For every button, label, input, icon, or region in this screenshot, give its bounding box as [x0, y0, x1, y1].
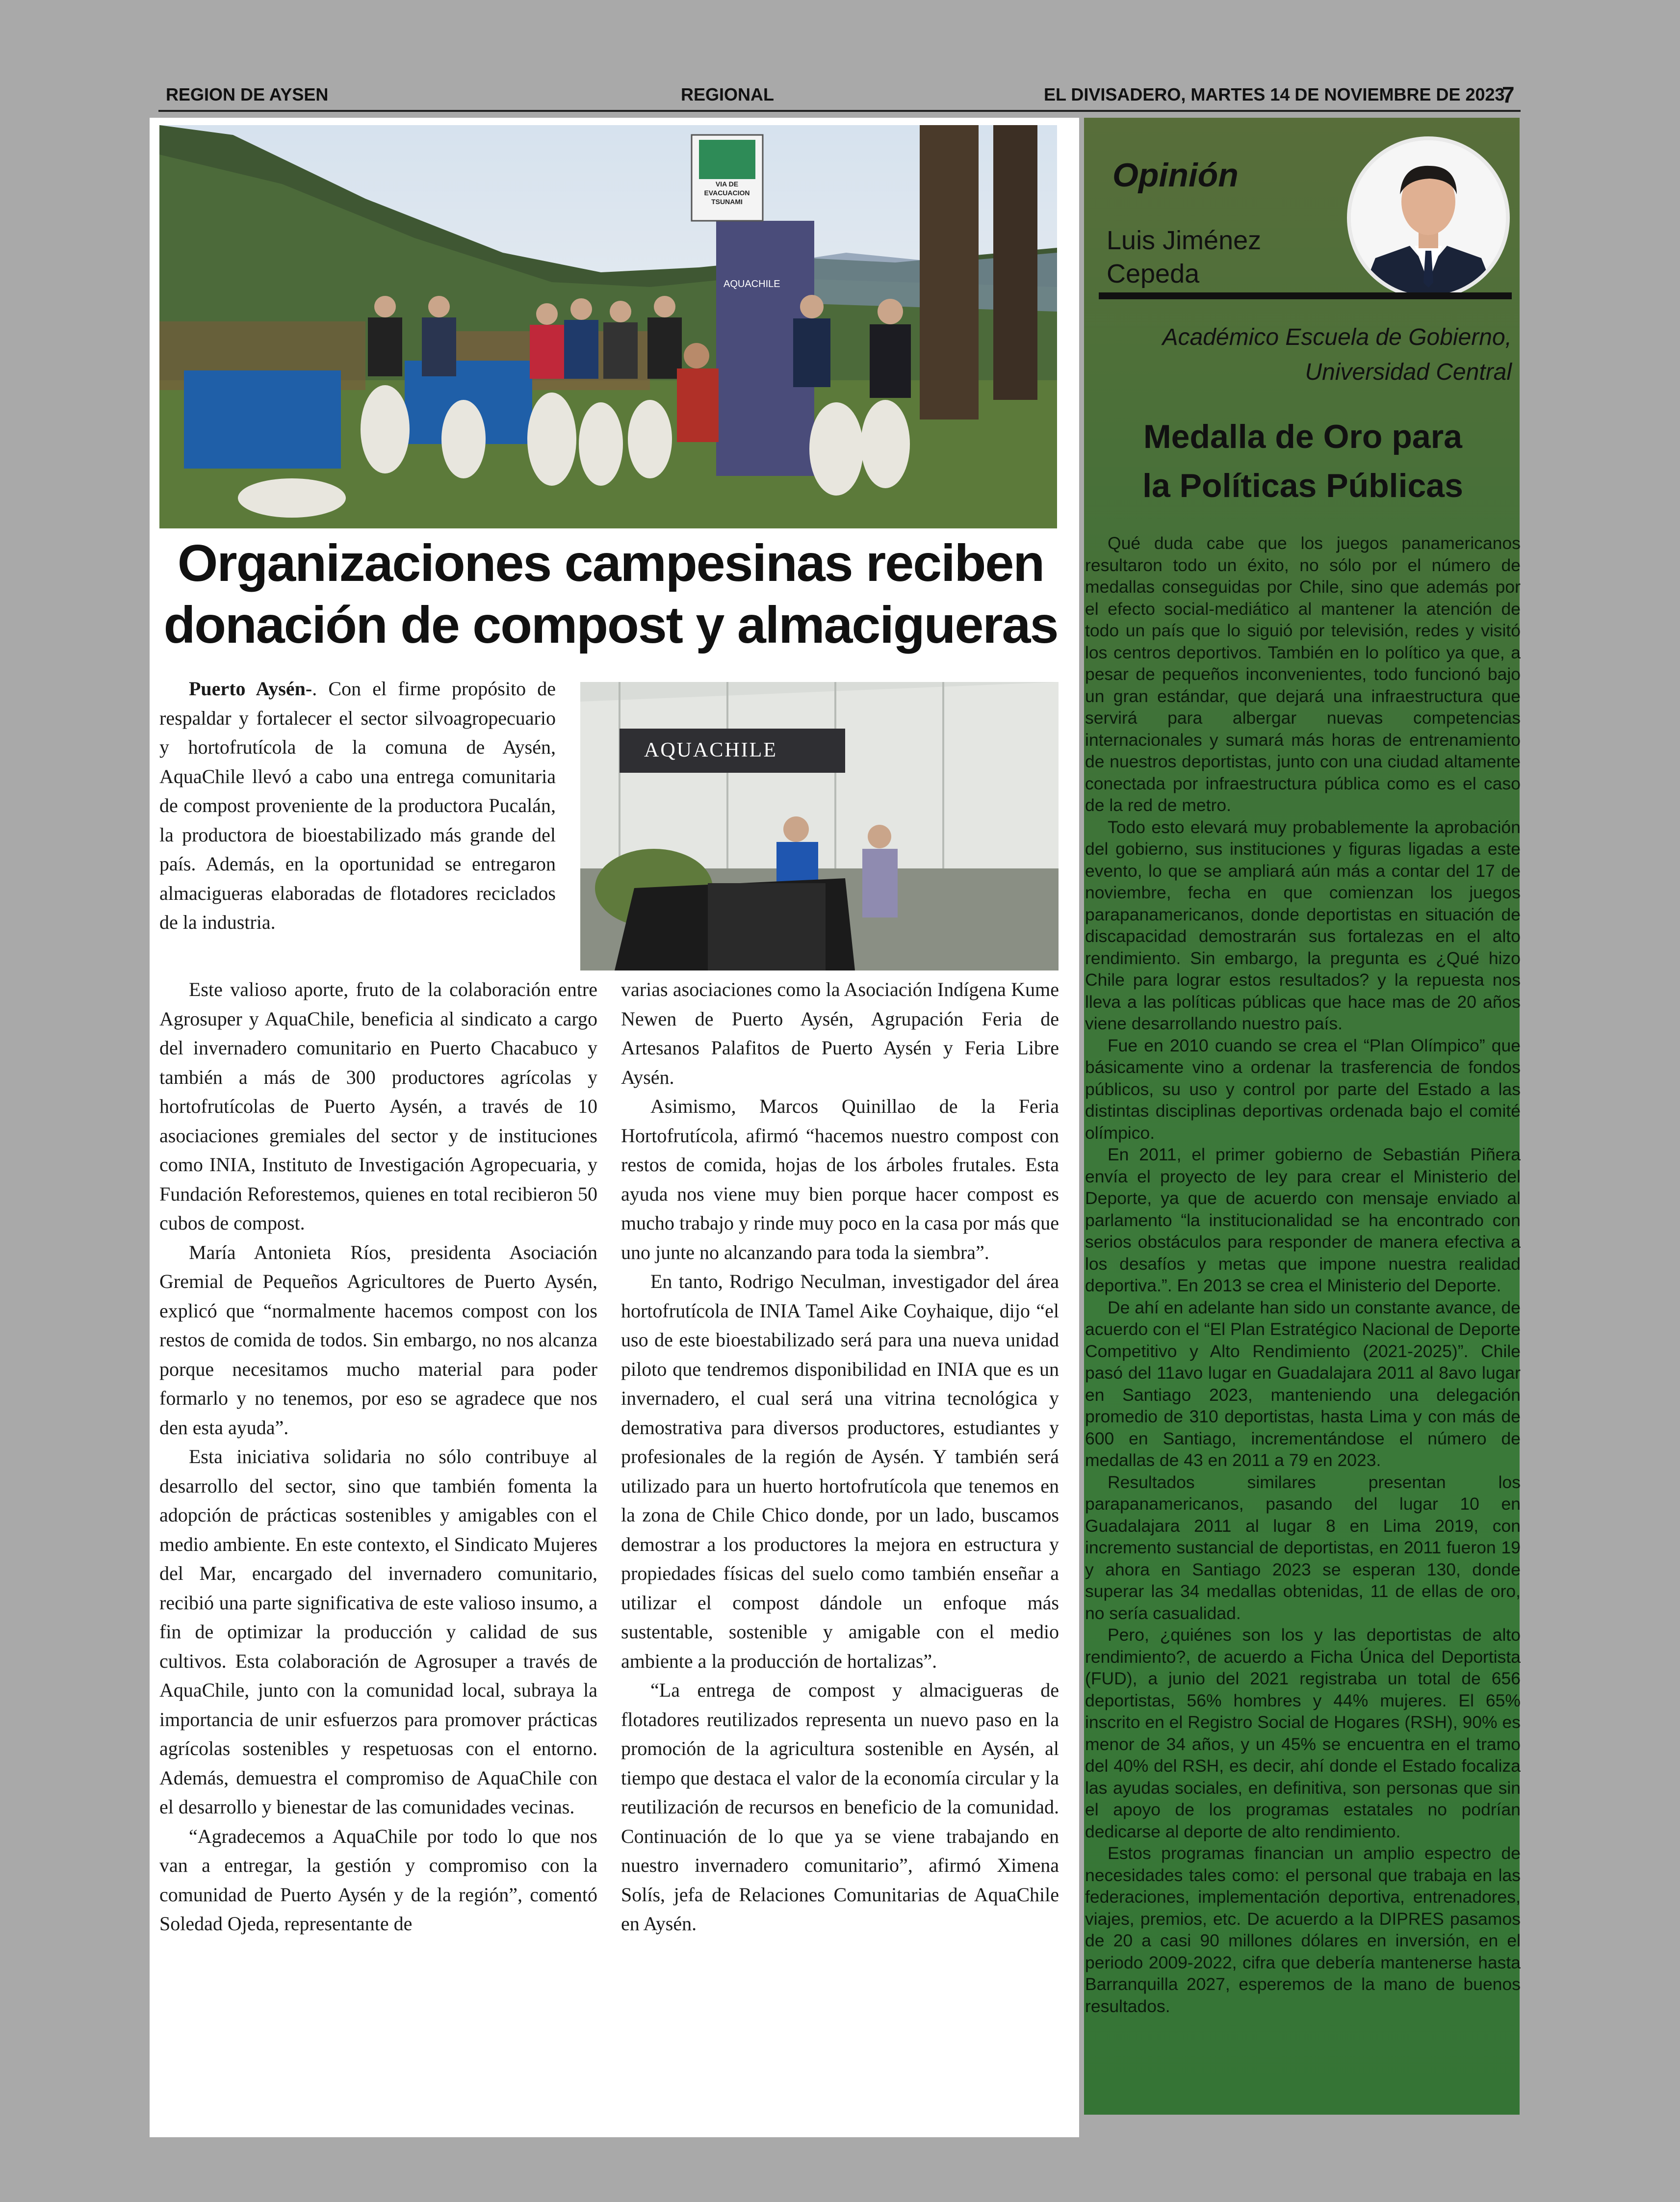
- article-lead: . Con el firme propósito de respaldar y fortalecer el sector silvoagropecuario y hortofrutícola de la comuna de Aysén, AquaChile llevó a cabo una entrega comunitaria de compost proveniente de la productora Pucalán, la productora de bioestabilizado más grande del país. Además, en la oportunidad se entregaron almacigueras elaboradas de flotadores reciclados de la industria.: [159, 678, 556, 933]
- article-paragraph-4: Esta iniciativa solidaria no sólo contribuye al desarrollo del sector, sino que también fomenta la adopción de prácticas sostenibles y amigables con el medio ambiente. En este contexto, el Sindicato Mujeres del Mar, encargado del invernadero comunitario, recibió una parte significativa de este valioso insumo, a fin de optimizar la producción y calidad de sus cultivos. Esta colaboración de Agrosuper a través de AquaChile, junto con la comunidad local, subraya la importancia de unir esfuerzos para promover prácticas agrícolas sostenibles y respetuosas con el entorno. Además, demuestra el compromiso de AquaChile con el desarrollo y bienestar de las comunidades vecinas.: [159, 1445, 597, 1818]
- author-portrait-illustration: [1351, 140, 1506, 295]
- opinion-rule: [1099, 292, 1512, 299]
- banner-brand: AQUACHILE: [724, 279, 780, 289]
- inset-sign: AQUACHILE: [644, 739, 777, 761]
- article-paragraph-5: “Agradecemos a AquaChile por todo lo que nos van a entregar, la gestión y compromiso con la comunidad de Puerto Aysén y de la región”, comentó Soledad Ojeda, representante de: [159, 1825, 597, 1935]
- article-dateline: Puerto Aysén-: [189, 678, 312, 700]
- opinion-paragraph: Qué duda cabe que los juegos panamericanos resultaron todo un éxito, no sólo por el número de medallas conseguidas por Chile, sino que además por el efecto social-mediático al mantener la atención de todo un país que lo siguió por televisión, redes y visitó los centros deportivos. También en lo político ya que, a pesar de pequeños inconvenientes, todo funcionó bajo un gran estándar, que dejará una infraestructura que servirá para albergar nuevas competencias internacionales y sumará más horas de entrenamiento de nuestros deportistas, junto con una ciudad altamente conectada por infraestructura pública como es el caso de la red de metro.: [1085, 533, 1521, 815]
- opinion-paragraph: Todo esto elevará muy probablemente la aprobación del gobierno, sus instituciones y figuras ligadas a este evento, lo que se ampliará aún más a contar del 17 de noviembre, fecha en que comienzan los juegos parapanamericanos, donde deportistas en situación de discapacidad demostrarán sus fortalezas en el alto rendimiento. Sin embargo, la pregunta es ¿Qué hizo Chile para lograr estos resultados? y la repuesta nos lleva a las políticas públicas que hace mas de 20 años viene desarrollando nuestro país.: [1085, 817, 1521, 1033]
- opinion-paragraph: Fue en 2010 cuando se crea el “Plan Olímpico” que básicamente vino a ordenar la trasferencia de fondos públicos, su uso y control por parte del Estado a las distintas disciplinas deportivas ordenada bajo el comité olímpico.: [1085, 1035, 1521, 1143]
- inset-photo: [580, 682, 1059, 970]
- opinion-title-line-2: la Políticas Públicas: [1142, 467, 1463, 504]
- page-number: 7: [1502, 82, 1515, 107]
- article-paragraph-6: varias asociaciones como la Asociación Indígena Kume Newen de Puerto Aysén, Agrupación Feria de Artesanos Palafitos de Puerto Aysén y Feria Libre Aysén.: [621, 978, 1059, 1088]
- sign-line-2: EVACUACION: [704, 189, 750, 197]
- article-paragraph-7: Asimismo, Marcos Quinillao de la Feria Hortofrutícola, afirmó “hacemos nuestro compost con restos de comida, hojas de los árboles frutales. Esta ayuda nos viene muy bien porque hacer compost es mucho trabajo y rinde muy poco en la casa por más que uno junte no alcanzando para toda la siembra”.: [621, 1095, 1059, 1263]
- article-title-line-1: Organizaciones campesinas reciben: [177, 534, 1044, 592]
- opinion-section-label: Opinión: [1112, 157, 1239, 194]
- article-paragraph-9: “La entrega de compost y almacigueras de flotadores reutilizados representa un nuevo paso en la promoción de la agricultura sostenible en Aysén, al tiempo que destaca el valor de la economía circular y la reutilización de recursos en beneficio de la comunidad. Continuación de lo que ya se viene trabajando en nuestro invernadero comunitario”, afirmó Ximena Solís, jefa de Relaciones Comunitarias de AquaChile en Aysén.: [621, 1679, 1059, 1935]
- article-column-1-top: [159, 674, 556, 937]
- opinion-author-last: Cepeda: [1107, 259, 1200, 288]
- sign-line-1: VIA DE: [715, 180, 739, 188]
- opinion-title: [1085, 412, 1521, 510]
- article-column-1: [159, 975, 597, 1939]
- article-title-line-2: donación de compost y almacigueras: [163, 596, 1058, 654]
- opinion-paragraph: Resultados similares presentan los parapanamericanos, pasando del lugar 10 en Guadalajara 2011 al lugar 8 en Lima 2019, con incremento sustancial de deportistas, en 2011 fueron 19 y ahora en Santiago 2023 se esperan 130, donde superar las 34 medallas obtenidas, 11 de ellas de oro, no sería casualidad.: [1085, 1472, 1521, 1623]
- opinion-author-role: [1094, 320, 1512, 390]
- opinion-author-first: Luis Jiménez: [1107, 226, 1262, 255]
- article-paragraph-1: [159, 674, 556, 937]
- section-category: REGIONAL: [681, 84, 775, 105]
- opinion-paragraph: De ahí en adelante han sido un constante avance, de acuerdo con el “El Plan Estratégico Nacional de Deporte Competitivo y Alto Rendimiento (2021-2025)”. Chile pasó del 11avo lugar en Guadalajara 2011 al 8avo lugar en Santiago 2023, manteniendo una delegación promedio de 310 deportistas, hasta Lima y con más de 600 en Santiago, incrementándose el número de medallas de 43 en 2011 a 79 en 2023.: [1085, 1297, 1521, 1470]
- opinion-paragraph: En 2011, el primer gobierno de Sebastián Piñera envía el proyecto de ley para crear el Ministerio del Deporte, ya que de acuerdo con mensaje enviado al parlamento “la institucionalidad se ha encontrado con serios obstáculos para responder de manera efectiva a los desafíos y metas que impone nuestra realidad deportiva.”. En 2013 se crea el Ministerio del Deporte.: [1085, 1145, 1521, 1295]
- opinion-body: [1085, 532, 1521, 2017]
- main-photo-illustration: [159, 125, 1057, 528]
- opinion-title-line-1: Medalla de Oro para: [1143, 418, 1462, 455]
- article-paragraph-2: Este valioso aporte, fruto de la colaboración entre Agrosuper y AquaChile, beneficia al sindicato a cargo del invernadero comunitario en Puerto Chacabuco y también a más de 300 productores agrícolas y hortofrutícolas de Puerto Aysén, a través de 10 asociaciones gremiales del sector y de instituciones como INIA, Instituto de Investigación Agropecuaria, y Fundación Reforestemos, quienes en total recibieron 50 cubos de compost.: [159, 978, 597, 1234]
- opinion-role-line-2: Universidad Central: [1305, 359, 1512, 385]
- author-portrait: [1347, 136, 1510, 299]
- opinion-paragraph: Pero, ¿quiénes son los y las deportistas de alto rendimiento?, de acuerdo a Ficha Única del Deportista (FUD), a junio del 2021 registraba un total de 656 deportistas, 56% hombres y 44% mujeres. El 65% inscrito en el Registro Social de Hogares (RSH), 90% es menor de 34 años, y un 45% se encuentra en el tramo del 40% del RSH, es decir, ahí donde el Estado focaliza las ayudas sociales, en definitiva, son personas que sin el apoyo de los programas estatales no podrían dedicarse al deporte de alto rendimiento.: [1085, 1625, 1521, 1841]
- article-column-2: [621, 975, 1059, 1939]
- opinion-role-line-1: Académico Escuela de Gobierno,: [1162, 324, 1512, 350]
- sign-line-3: TSUNAMI: [711, 198, 743, 206]
- inset-photo-illustration: [580, 682, 1059, 970]
- header-rule: [158, 110, 1521, 112]
- main-photo: [159, 125, 1057, 528]
- publication-date: EL DIVISADERO, MARTES 14 DE NOVIEMBRE DE 2023: [1044, 84, 1505, 105]
- section-label: REGION DE AYSEN: [166, 84, 329, 105]
- opinion-paragraph: Estos programas financian un amplio espectro de necesidades tales como: el personal que trabaja en las federaciones, implementación deportiva, entrenadores, viajes, premios, etc. De acuerdo a la DIPRES pasamos de 20 a casi 90 millones dólares en inversión, en el periodo 2009-2022, cifra que debería mantenerse hasta Barranquilla 2027, esperemos de la mano de buenos resultados.: [1085, 1843, 1521, 2016]
- article-title: [162, 532, 1060, 656]
- article-paragraph-3: María Antonieta Ríos, presidenta Asociación Gremial de Pequeños Agricultores de Puerto Aysén, explicó que “normalmente hacemos compost con los restos de comida de todos. Sin embargo, no nos alcanza porque necesitamos mucho material para poder formarlo y no tenemos, por eso se agradece que nos den esta ayuda”.: [159, 1241, 597, 1439]
- opinion-author: [1107, 224, 1261, 290]
- article-paragraph-8: En tanto, Rodrigo Neculman, investigador del área hortofrutícola de INIA Tamel Aike Coyhaique, dijo “el uso de este bioestabilizado será para una nueva unidad piloto que tendremos disponibilidad en INIA que es un invernadero, el cual será una vitrina tecnológica y demostrativa para diversos productores, estudiantes y profesionales de la región de Aysén. Y también será utilizado para un huerto hortofrutícola que tenemos en la zona de Chile Chico donde, por un lado, buscamos demostrar a los productores la mejora en estructura y propiedades físicas del suelo como también enseñar a utilizar el compost dándole un enfoque más sustentable, sostenible y amigable con el medio ambiente a la producción de hortalizas”.: [621, 1270, 1059, 1672]
